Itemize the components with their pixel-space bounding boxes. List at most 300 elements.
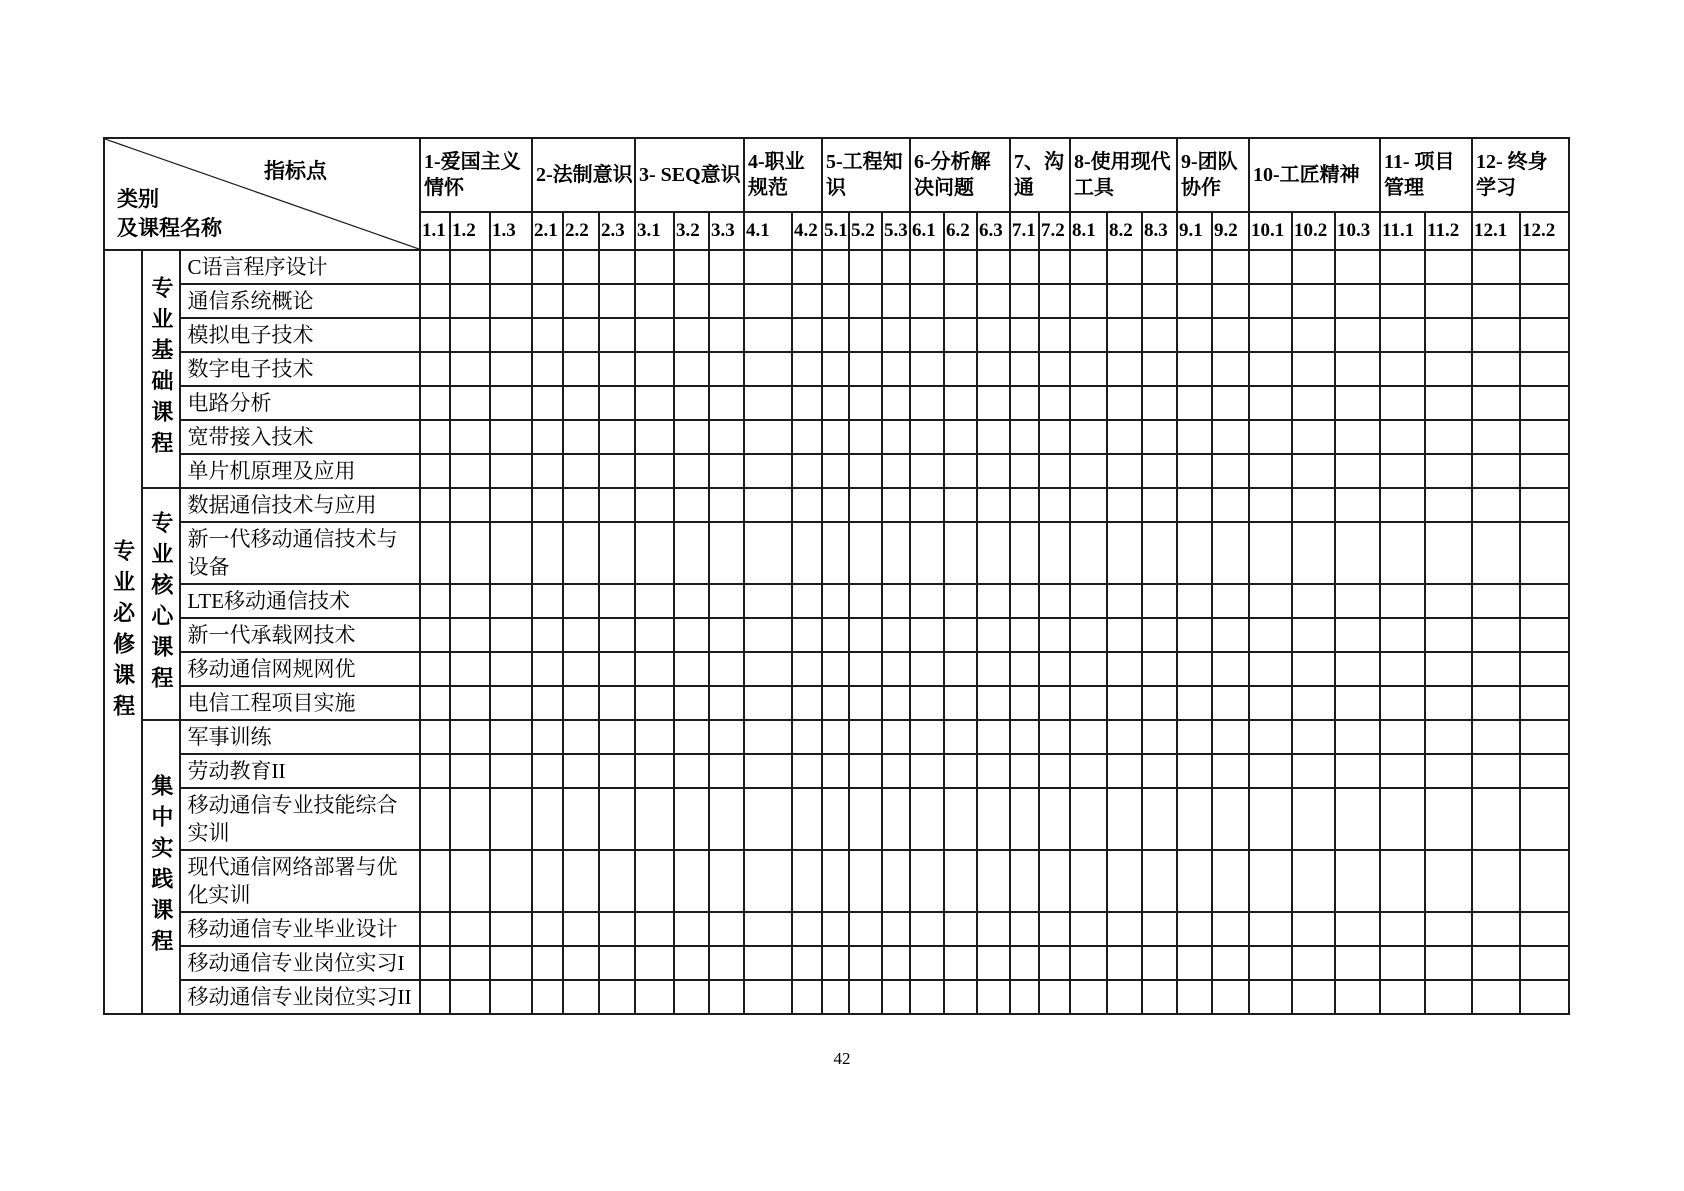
- mark-cell: [822, 912, 849, 946]
- mark-cell: [1039, 250, 1070, 284]
- mark-cell: [599, 488, 635, 522]
- mark-cell: [599, 652, 635, 686]
- mark-cell: [1142, 912, 1177, 946]
- mark-cell: [599, 850, 635, 912]
- mark-cell: [1520, 454, 1569, 488]
- mark-cell: [563, 686, 599, 720]
- curriculum-matrix-table: [103, 137, 1570, 1015]
- mark-cell: [944, 850, 977, 912]
- mark-cell: [1292, 788, 1335, 850]
- corner-label-indicator: 指标点: [264, 159, 327, 183]
- mark-cell: [1292, 522, 1335, 584]
- mark-cell: [1010, 618, 1039, 652]
- mark-cell: [635, 912, 674, 946]
- mark-cell: [532, 420, 563, 454]
- mark-cell: [450, 980, 490, 1014]
- mark-cell: [1107, 522, 1142, 584]
- mark-cell: [744, 754, 792, 788]
- mark-cell: [849, 352, 882, 386]
- mark-cell: [744, 912, 792, 946]
- mark-cell: [563, 618, 599, 652]
- mark-cell: [882, 420, 910, 454]
- mark-cell: [1212, 652, 1249, 686]
- mark-cell: [1142, 522, 1177, 584]
- mark-cell: [944, 618, 977, 652]
- mark-cell: [420, 788, 450, 850]
- mark-cell: [599, 284, 635, 318]
- mark-cell: [563, 980, 599, 1014]
- mark-cell: [792, 850, 822, 912]
- course-row: [104, 488, 1569, 522]
- mark-cell: [1177, 754, 1212, 788]
- mark-cell: [450, 652, 490, 686]
- mark-cell: [822, 284, 849, 318]
- mark-cell: [420, 250, 450, 284]
- mark-cell: [1107, 788, 1142, 850]
- mark-cell: [977, 454, 1010, 488]
- mark-cell: [1070, 652, 1107, 686]
- mark-cell: [450, 386, 490, 420]
- mark-cell: [1177, 788, 1212, 850]
- mark-cell: [977, 352, 1010, 386]
- mark-cell: [709, 912, 744, 946]
- mark-cell: [490, 912, 532, 946]
- indicator-sub-header: 1.1: [420, 212, 450, 250]
- mark-cell: [1142, 850, 1177, 912]
- mark-cell: [882, 318, 910, 352]
- mark-cell: [709, 584, 744, 618]
- mark-cell: [1107, 488, 1142, 522]
- mark-cell: [910, 980, 944, 1014]
- mark-cell: [1107, 686, 1142, 720]
- mark-cell: [1177, 420, 1212, 454]
- mark-cell: [1425, 420, 1472, 454]
- mark-cell: [1142, 318, 1177, 352]
- mark-cell: [1472, 454, 1520, 488]
- mark-cell: [1292, 912, 1335, 946]
- mark-cell: [563, 250, 599, 284]
- mark-cell: [450, 352, 490, 386]
- mark-cell: [792, 946, 822, 980]
- mark-cell: [822, 652, 849, 686]
- mark-cell: [1010, 652, 1039, 686]
- mark-cell: [1335, 352, 1380, 386]
- mark-cell: [420, 980, 450, 1014]
- mark-cell: [532, 386, 563, 420]
- mark-cell: [910, 584, 944, 618]
- mark-cell: [1425, 454, 1472, 488]
- mark-cell: [674, 488, 709, 522]
- mark-cell: [1472, 720, 1520, 754]
- mark-cell: [882, 652, 910, 686]
- mark-cell: [744, 454, 792, 488]
- mark-cell: [849, 946, 882, 980]
- mark-cell: [1520, 946, 1569, 980]
- mark-cell: [1142, 946, 1177, 980]
- mark-cell: [420, 284, 450, 318]
- mark-cell: [1472, 946, 1520, 980]
- mark-cell: [635, 652, 674, 686]
- course-row: [104, 946, 1569, 980]
- mark-cell: [450, 522, 490, 584]
- mark-cell: [849, 720, 882, 754]
- mark-cell: [1070, 850, 1107, 912]
- mark-cell: [1335, 850, 1380, 912]
- mark-cell: [490, 420, 532, 454]
- mark-cell: [1070, 454, 1107, 488]
- mark-cell: [599, 754, 635, 788]
- mark-cell: [1292, 250, 1335, 284]
- indicator-sub-header: 3.1: [635, 212, 674, 250]
- mark-cell: [709, 946, 744, 980]
- mark-cell: [792, 584, 822, 618]
- mark-cell: [1039, 584, 1070, 618]
- indicator-sub-header: 9.1: [1177, 212, 1212, 250]
- mark-cell: [674, 522, 709, 584]
- mark-cell: [792, 686, 822, 720]
- mark-cell: [910, 352, 944, 386]
- mark-cell: [490, 352, 532, 386]
- mark-cell: [1249, 618, 1292, 652]
- mark-cell: [1212, 284, 1249, 318]
- mark-cell: [849, 386, 882, 420]
- mark-cell: [822, 352, 849, 386]
- mark-cell: [792, 980, 822, 1014]
- mark-cell: [450, 584, 490, 618]
- mark-cell: [882, 720, 910, 754]
- corner-label-course-name: 及课程名称: [117, 216, 222, 240]
- mark-cell: [822, 584, 849, 618]
- mark-cell: [977, 318, 1010, 352]
- mark-cell: [450, 788, 490, 850]
- mark-cell: [1472, 652, 1520, 686]
- mark-cell: [882, 686, 910, 720]
- mark-cell: [599, 420, 635, 454]
- mark-cell: [490, 250, 532, 284]
- mark-cell: [1472, 850, 1520, 912]
- mark-cell: [1292, 488, 1335, 522]
- mark-cell: [1425, 618, 1472, 652]
- mark-cell: [1520, 720, 1569, 754]
- course-name-cell: 移动通信专业技能综合实训: [180, 788, 420, 850]
- mark-cell: [1380, 250, 1425, 284]
- mark-cell: [1292, 420, 1335, 454]
- mark-cell: [910, 850, 944, 912]
- mark-cell: [1520, 250, 1569, 284]
- mark-cell: [944, 454, 977, 488]
- mark-cell: [1039, 352, 1070, 386]
- mark-cell: [1292, 318, 1335, 352]
- mark-cell: [450, 284, 490, 318]
- row-group-label: 集中实践课程: [142, 720, 180, 1014]
- mark-cell: [709, 488, 744, 522]
- mark-cell: [822, 420, 849, 454]
- mark-cell: [1039, 318, 1070, 352]
- mark-cell: [532, 584, 563, 618]
- mark-cell: [977, 618, 1010, 652]
- mark-cell: [1335, 788, 1380, 850]
- course-row: [104, 618, 1569, 652]
- mark-cell: [709, 754, 744, 788]
- mark-cell: [599, 454, 635, 488]
- mark-cell: [532, 754, 563, 788]
- mark-cell: [849, 420, 882, 454]
- mark-cell: [1142, 284, 1177, 318]
- mark-cell: [1520, 686, 1569, 720]
- mark-cell: [1380, 352, 1425, 386]
- course-name-cell: 现代通信网络部署与优化实训: [180, 850, 420, 912]
- indicator-sub-header: 9.2: [1212, 212, 1249, 250]
- mark-cell: [1249, 686, 1292, 720]
- mark-cell: [1380, 584, 1425, 618]
- mark-cell: [635, 352, 674, 386]
- mark-cell: [1425, 686, 1472, 720]
- mark-cell: [1212, 720, 1249, 754]
- mark-cell: [1177, 284, 1212, 318]
- course-name-cell: 移动通信专业岗位实习II: [180, 980, 420, 1014]
- mark-cell: [1039, 720, 1070, 754]
- course-row: [104, 352, 1569, 386]
- mark-cell: [1010, 788, 1039, 850]
- mark-cell: [1177, 584, 1212, 618]
- mark-cell: [1212, 420, 1249, 454]
- mark-cell: [910, 284, 944, 318]
- mark-cell: [599, 980, 635, 1014]
- mark-cell: [1425, 522, 1472, 584]
- mark-cell: [490, 386, 532, 420]
- mark-cell: [450, 946, 490, 980]
- mark-cell: [1039, 488, 1070, 522]
- mark-cell: [944, 522, 977, 584]
- mark-cell: [420, 850, 450, 912]
- mark-cell: [1472, 686, 1520, 720]
- mark-cell: [1010, 318, 1039, 352]
- mark-cell: [1472, 754, 1520, 788]
- mark-cell: [977, 754, 1010, 788]
- mark-cell: [532, 522, 563, 584]
- indicator-group-header: 8-使用现代工具: [1070, 138, 1177, 212]
- mark-cell: [450, 250, 490, 284]
- mark-cell: [1425, 318, 1472, 352]
- mark-cell: [910, 754, 944, 788]
- course-name-cell: 数字电子技术: [180, 352, 420, 386]
- mark-cell: [792, 420, 822, 454]
- mark-cell: [1070, 584, 1107, 618]
- mark-cell: [1335, 912, 1380, 946]
- mark-cell: [910, 250, 944, 284]
- mark-cell: [792, 754, 822, 788]
- mark-cell: [1520, 850, 1569, 912]
- mark-cell: [1249, 454, 1292, 488]
- mark-cell: [1107, 318, 1142, 352]
- mark-cell: [882, 754, 910, 788]
- mark-cell: [490, 720, 532, 754]
- mark-cell: [1070, 352, 1107, 386]
- indicator-sub-header: 11.1: [1380, 212, 1425, 250]
- mark-cell: [977, 850, 1010, 912]
- mark-cell: [1177, 318, 1212, 352]
- mark-cell: [1010, 386, 1039, 420]
- mark-cell: [1425, 386, 1472, 420]
- mark-cell: [1039, 454, 1070, 488]
- mark-cell: [944, 488, 977, 522]
- mark-cell: [822, 454, 849, 488]
- mark-cell: [1472, 386, 1520, 420]
- mark-cell: [1292, 946, 1335, 980]
- mark-cell: [1177, 686, 1212, 720]
- mark-cell: [1425, 850, 1472, 912]
- mark-cell: [1070, 522, 1107, 584]
- mark-cell: [1335, 420, 1380, 454]
- mark-cell: [563, 720, 599, 754]
- mark-cell: [1177, 912, 1212, 946]
- mark-cell: [849, 284, 882, 318]
- mark-cell: [674, 318, 709, 352]
- mark-cell: [1142, 352, 1177, 386]
- mark-cell: [1249, 652, 1292, 686]
- mark-cell: [1212, 522, 1249, 584]
- course-row: [104, 386, 1569, 420]
- mark-cell: [1177, 618, 1212, 652]
- mark-cell: [849, 488, 882, 522]
- indicator-sub-header: 1.2: [450, 212, 490, 250]
- mark-cell: [849, 788, 882, 850]
- mark-cell: [420, 720, 450, 754]
- mark-cell: [563, 488, 599, 522]
- mark-cell: [822, 250, 849, 284]
- mark-cell: [709, 386, 744, 420]
- mark-cell: [744, 618, 792, 652]
- mark-cell: [420, 652, 450, 686]
- mark-cell: [944, 386, 977, 420]
- mark-cell: [674, 284, 709, 318]
- indicator-sub-header: 10.2: [1292, 212, 1335, 250]
- mark-cell: [744, 522, 792, 584]
- mark-cell: [599, 686, 635, 720]
- mark-cell: [1177, 980, 1212, 1014]
- mark-cell: [563, 584, 599, 618]
- mark-cell: [1249, 850, 1292, 912]
- row-group-label: 专业基础课程: [142, 250, 180, 488]
- mark-cell: [744, 284, 792, 318]
- mark-cell: [1520, 522, 1569, 584]
- mark-cell: [490, 584, 532, 618]
- mark-cell: [1380, 686, 1425, 720]
- mark-cell: [1249, 522, 1292, 584]
- mark-cell: [882, 584, 910, 618]
- mark-cell: [563, 522, 599, 584]
- mark-cell: [822, 488, 849, 522]
- mark-cell: [532, 318, 563, 352]
- indicator-sub-header: 3.3: [709, 212, 744, 250]
- mark-cell: [1039, 850, 1070, 912]
- mark-cell: [1335, 318, 1380, 352]
- mark-cell: [1039, 618, 1070, 652]
- course-name-cell: 单片机原理及应用: [180, 454, 420, 488]
- mark-cell: [1010, 284, 1039, 318]
- course-name-cell: 模拟电子技术: [180, 318, 420, 352]
- mark-cell: [944, 652, 977, 686]
- mark-cell: [532, 850, 563, 912]
- course-row: [104, 522, 1569, 584]
- mark-cell: [1520, 912, 1569, 946]
- mark-cell: [532, 912, 563, 946]
- mark-cell: [490, 618, 532, 652]
- mark-cell: [532, 652, 563, 686]
- mark-cell: [1292, 284, 1335, 318]
- indicator-sub-header: 11.2: [1425, 212, 1472, 250]
- mark-cell: [944, 980, 977, 1014]
- course-name-cell: 移动通信专业毕业设计: [180, 912, 420, 946]
- mark-cell: [792, 318, 822, 352]
- mark-cell: [1335, 284, 1380, 318]
- mark-cell: [635, 386, 674, 420]
- mark-cell: [1010, 686, 1039, 720]
- mark-cell: [1249, 352, 1292, 386]
- mark-cell: [532, 454, 563, 488]
- mark-cell: [792, 352, 822, 386]
- mark-cell: [599, 250, 635, 284]
- indicator-sub-header: 8.1: [1070, 212, 1107, 250]
- mark-cell: [1010, 454, 1039, 488]
- mark-cell: [635, 686, 674, 720]
- mark-cell: [977, 584, 1010, 618]
- mark-cell: [674, 850, 709, 912]
- mark-cell: [1107, 618, 1142, 652]
- mark-cell: [882, 980, 910, 1014]
- mark-cell: [1039, 980, 1070, 1014]
- mark-cell: [882, 850, 910, 912]
- mark-cell: [792, 618, 822, 652]
- mark-cell: [822, 386, 849, 420]
- indicator-group-header: 1-爱国主义情怀: [420, 138, 532, 212]
- mark-cell: [1292, 352, 1335, 386]
- mark-cell: [420, 754, 450, 788]
- mark-cell: [709, 788, 744, 850]
- mark-cell: [944, 420, 977, 454]
- mark-cell: [1177, 946, 1212, 980]
- mark-cell: [882, 522, 910, 584]
- mark-cell: [420, 946, 450, 980]
- indicator-sub-header: 10.3: [1335, 212, 1380, 250]
- mark-cell: [709, 652, 744, 686]
- mark-cell: [792, 788, 822, 850]
- mark-cell: [1249, 386, 1292, 420]
- mark-cell: [563, 284, 599, 318]
- mark-cell: [1425, 250, 1472, 284]
- mark-cell: [1107, 980, 1142, 1014]
- mark-cell: [1070, 386, 1107, 420]
- mark-cell: [1249, 980, 1292, 1014]
- mark-cell: [1249, 584, 1292, 618]
- mark-cell: [1520, 386, 1569, 420]
- indicator-sub-header: 8.3: [1142, 212, 1177, 250]
- mark-cell: [490, 488, 532, 522]
- mark-cell: [792, 720, 822, 754]
- mark-cell: [635, 618, 674, 652]
- indicator-group-header: 11- 项目管理: [1380, 138, 1472, 212]
- mark-cell: [1292, 454, 1335, 488]
- mark-cell: [1212, 912, 1249, 946]
- mark-cell: [849, 584, 882, 618]
- mark-cell: [1520, 488, 1569, 522]
- mark-cell: [1177, 250, 1212, 284]
- mark-cell: [1249, 754, 1292, 788]
- mark-cell: [822, 980, 849, 1014]
- mark-cell: [709, 352, 744, 386]
- mark-cell: [709, 980, 744, 1014]
- mark-cell: [450, 318, 490, 352]
